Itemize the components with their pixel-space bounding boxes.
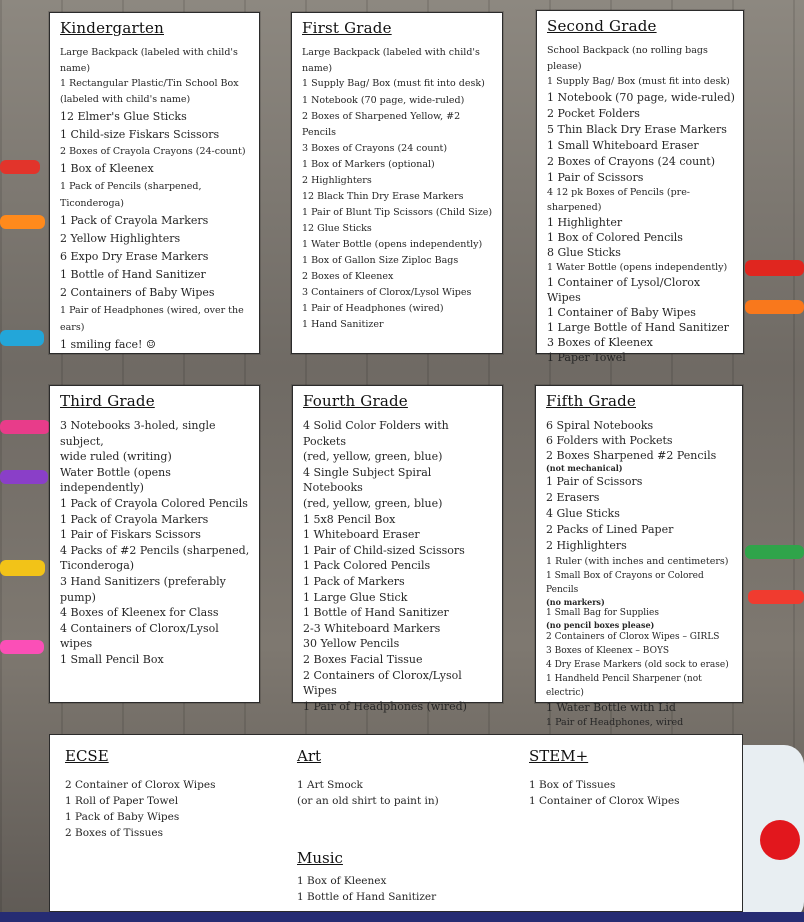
list-item: 2 Highlighters	[302, 174, 372, 186]
list-item: (red, yellow, green, blue)	[303, 450, 443, 464]
list-item: 1 Pair of Child-sized Scissors	[303, 543, 465, 557]
list-item: wide ruled (writing)	[60, 450, 172, 464]
list-item: 1 Pair of Blunt Tip Scissors (Child Size)	[302, 206, 493, 218]
list-item: 1 Pack of Crayola Markers	[60, 214, 209, 228]
list-item: (labeled with child's name)	[60, 93, 191, 105]
list-item: 1 5x8 Pencil Box	[303, 512, 396, 526]
stem-title: STEM+	[529, 747, 589, 765]
third-grade-title: Third Grade	[60, 392, 155, 410]
list-item: 3 Boxes of Kleenex	[547, 335, 653, 349]
list-item: 3 Boxes of Crayons (24 count)	[302, 142, 448, 154]
list-item: (red, yellow, green, blue)	[303, 496, 443, 510]
list-item: 1 Large Bottle of Hand Sanitizer	[547, 320, 729, 334]
list-item: School Backpack (no rolling bags please)	[547, 45, 708, 72]
list-item: 2 Container of Clorox Wipes	[65, 779, 216, 791]
first-grade-card	[291, 12, 503, 354]
music-section	[297, 849, 517, 905]
list-item: 1 Large Glue Stick	[303, 590, 408, 604]
fifth-grade-list	[546, 418, 734, 730]
list-item-note: (no pencil boxes please)	[546, 620, 655, 630]
list-item: 2 Boxes of Sharpened Yellow, #2 Pencils	[302, 110, 461, 138]
list-item: 1 Pack of Markers	[303, 574, 405, 588]
specials-card	[49, 734, 743, 912]
list-item: 2 Highlighters	[546, 539, 627, 552]
ecse-list	[65, 777, 285, 841]
fourth-grade-title: Fourth Grade	[303, 392, 408, 410]
list-item: 2 Pocket Folders	[547, 106, 640, 120]
ecse-section	[65, 747, 285, 841]
list-item: 2 Boxes of Tissues	[65, 827, 163, 839]
music-title: Music	[297, 849, 343, 867]
list-item: 4 Dry Erase Markers (old sock to erase)	[546, 660, 729, 670]
art-section	[297, 747, 517, 809]
crayon-decoration	[0, 160, 40, 174]
list-item: 1 Small Box of Crayons or Colored Pencils	[546, 571, 704, 595]
list-item: 1 Pair of Headphones (wired)	[303, 699, 467, 713]
list-item: Water Bottle (opens independently)	[60, 465, 171, 495]
list-item: 5 Thin Black Dry Erase Markers	[547, 122, 727, 136]
crayon-decoration	[745, 300, 804, 314]
list-item: 1 smiling face! ☺	[60, 338, 156, 352]
list-item: 4 Containers of Clorox/Lysol wipes	[60, 621, 219, 651]
crayon-decoration	[0, 215, 45, 229]
list-item: 1 Paper Towel	[547, 350, 626, 364]
list-item: 1 Notebook (70 page, wide-ruled)	[302, 94, 465, 106]
list-item: 3 Boxes of Kleenex – BOYS	[546, 646, 670, 656]
list-item: 1 Roll of Paper Towel	[65, 795, 179, 807]
crayon-decoration	[0, 640, 44, 654]
list-item: 1 Handheld Pencil Sharpener (not electric)	[546, 674, 702, 698]
list-item: 2 Containers of Baby Wipes	[60, 286, 215, 300]
list-item: 6 Folders with Pockets	[546, 434, 673, 447]
list-item: 1 Box of Kleenex	[297, 875, 387, 887]
list-item: 2 Containers of Clorox/Lysol Wipes	[303, 668, 462, 698]
list-item: 1 Pair of Scissors	[546, 475, 643, 488]
list-item: 1 Ruler (with inches and centimeters)	[546, 556, 729, 567]
list-item: 1 Pair of Headphones (wired)	[302, 302, 444, 314]
list-item: 2 Packs of Lined Paper	[546, 523, 674, 536]
list-item: 1 Water Bottle (opens independently)	[547, 261, 728, 273]
list-item: 12 Black Thin Dry Erase Markers	[302, 190, 464, 202]
list-item: 8 Glue Sticks	[547, 245, 621, 259]
crayon-decoration	[0, 420, 50, 434]
list-item: 2 Erasers	[546, 491, 600, 504]
crayon-decoration	[0, 470, 48, 484]
list-item: 1 Container of Baby Wipes	[547, 305, 696, 319]
list-item: 1 Pair of Scissors	[547, 170, 644, 184]
list-item: 1 Pair of Headphones (wired, over the ears)	[60, 305, 244, 334]
list-item: 1 Small Pencil Box	[60, 652, 164, 666]
art-title: Art	[297, 747, 322, 765]
list-item-note: (not mechanical)	[546, 463, 623, 473]
fifth-grade-card	[535, 385, 743, 728]
list-item: 1 Box of Gallon Size Ziploc Bags	[302, 254, 459, 266]
crayon-decoration	[745, 260, 804, 276]
list-item: 6 Expo Dry Erase Markers	[60, 250, 209, 264]
list-item: 2-3 Whiteboard Markers	[303, 621, 441, 635]
list-item: 4 Glue Sticks	[546, 507, 620, 520]
list-item: 1 Bottle of Hand Sanitizer	[297, 891, 437, 903]
list-item: 2 Yellow Highlighters	[60, 232, 181, 246]
list-item: 1 Container of Lysol/Clorox Wipes	[547, 275, 701, 304]
list-item: 1 Highlighter	[547, 215, 623, 229]
ecse-title: ECSE	[65, 747, 109, 765]
list-item: 1 Notebook (70 page, wide-ruled)	[547, 90, 735, 104]
list-item: 1 Small Whiteboard Eraser	[547, 138, 699, 152]
list-item: 2 Boxes of Crayola Crayons (24-count)	[60, 146, 246, 158]
list-item: 2 Boxes of Kleenex	[302, 270, 394, 282]
fifth-grade-title: Fifth Grade	[546, 392, 636, 410]
list-item: Ticonderoga)	[60, 559, 135, 573]
list-item: 1 Water Bottle with Lid	[546, 701, 676, 714]
third-grade-card	[49, 385, 260, 703]
fourth-grade-card	[292, 385, 503, 713]
list-item: 4 12 pk Boxes of Pencils (pre-sharpened)	[547, 186, 691, 213]
list-item: 4 Solid Color Folders with Pockets	[303, 419, 449, 448]
stem-list	[529, 777, 729, 809]
stem-section	[529, 747, 729, 809]
list-item: 1 Pair of Headphones, wired	[546, 717, 684, 728]
first-grade-list	[302, 45, 494, 333]
list-item: 1 Bottle of Hand Sanitizer	[303, 606, 449, 620]
kindergarten-card	[49, 12, 260, 354]
list-item: 12 Glue Sticks	[302, 222, 372, 234]
list-item: 1 Rectangular Plastic/Tin School Box	[60, 78, 239, 90]
list-item: 1 Pack of Crayola Markers	[60, 512, 209, 526]
second-grade-title: Second Grade	[547, 17, 657, 35]
first-grade-title: First Grade	[302, 19, 392, 37]
list-item: 1 Supply Bag/ Box (must fit into desk)	[547, 76, 730, 88]
kindergarten-list	[60, 45, 251, 353]
crayon-decoration	[748, 590, 804, 604]
list-item: 1 Water Bottle (opens independently)	[302, 238, 483, 250]
list-item: 1 Box of Colored Pencils	[547, 230, 683, 244]
art-list	[297, 777, 517, 809]
list-item: 4 Boxes of Kleenex for Class	[60, 606, 219, 620]
music-list	[297, 873, 517, 905]
crayon-decoration	[0, 560, 45, 576]
list-item: 1 Box of Tissues	[529, 779, 616, 791]
list-item: 1 Art Smock	[297, 779, 363, 791]
list-item: 3 Notebooks 3-holed, single subject,	[60, 419, 216, 448]
list-item: 1 Box of Markers (optional)	[302, 158, 435, 170]
list-item: 1 Supply Bag/ Box (must fit into desk)	[302, 78, 485, 90]
pencil-decoration	[0, 912, 804, 922]
list-item: Large Backpack (labeled with child's name)	[302, 47, 480, 74]
list-item: 1 Pack Colored Pencils	[303, 559, 431, 573]
list-item: 1 Container of Clorox Wipes	[529, 795, 680, 807]
list-item: 1 Hand Sanitizer	[302, 318, 384, 330]
list-item: 12 Elmer's Glue Sticks	[60, 110, 187, 124]
list-item: 2 Boxes Facial Tissue	[303, 652, 423, 666]
list-item: 6 Spiral Notebooks	[546, 419, 654, 432]
list-item: 1 Child-size Fiskars Scissors	[60, 128, 220, 142]
list-item: 1 Pack of Crayola Colored Pencils	[60, 496, 248, 510]
list-item: 1 Bottle of Hand Sanitizer	[60, 268, 206, 282]
second-grade-card	[536, 10, 744, 364]
list-item: 3 Hand Sanitizers (preferably pump)	[60, 574, 226, 604]
list-item-note: (no markers)	[546, 597, 605, 607]
list-item: 3 Containers of Clorox/Lysol Wipes	[302, 286, 472, 298]
list-item: 1 Pack of Baby Wipes	[65, 811, 180, 823]
list-item: Large Backpack (labeled with child's name)	[60, 47, 238, 74]
fourth-grade-list	[303, 418, 494, 714]
list-item: 4 Single Subject Spiral Notebooks	[303, 465, 432, 495]
list-item: 30 Yellow Pencils	[303, 637, 400, 651]
paint-well-decoration	[760, 820, 800, 860]
crayon-decoration	[0, 330, 44, 346]
second-grade-list	[547, 43, 735, 365]
list-item: 2 Containers of Clorox Wipes – GIRLS	[546, 632, 720, 642]
list-item: 1 Box of Kleenex	[60, 162, 154, 176]
third-grade-list	[60, 418, 251, 668]
kindergarten-title: Kindergarten	[60, 19, 164, 37]
list-item: 1 Whiteboard Eraser	[303, 528, 420, 542]
list-item: 4 Packs of #2 Pencils (sharpened,	[60, 543, 250, 557]
list-item: 1 Small Bag for Supplies	[546, 608, 659, 618]
crayon-decoration	[745, 545, 804, 559]
list-item: 2 Boxes Sharpened #2 Pencils	[546, 449, 717, 462]
list-item: 1 Pair of Fiskars Scissors	[60, 528, 201, 542]
list-item: 1 Pack of Pencils (sharpened, Ticonderoga)	[60, 181, 202, 210]
list-item: 2 Boxes of Crayons (24 count)	[547, 154, 715, 168]
list-item: (or an old shirt to paint in)	[297, 795, 439, 807]
